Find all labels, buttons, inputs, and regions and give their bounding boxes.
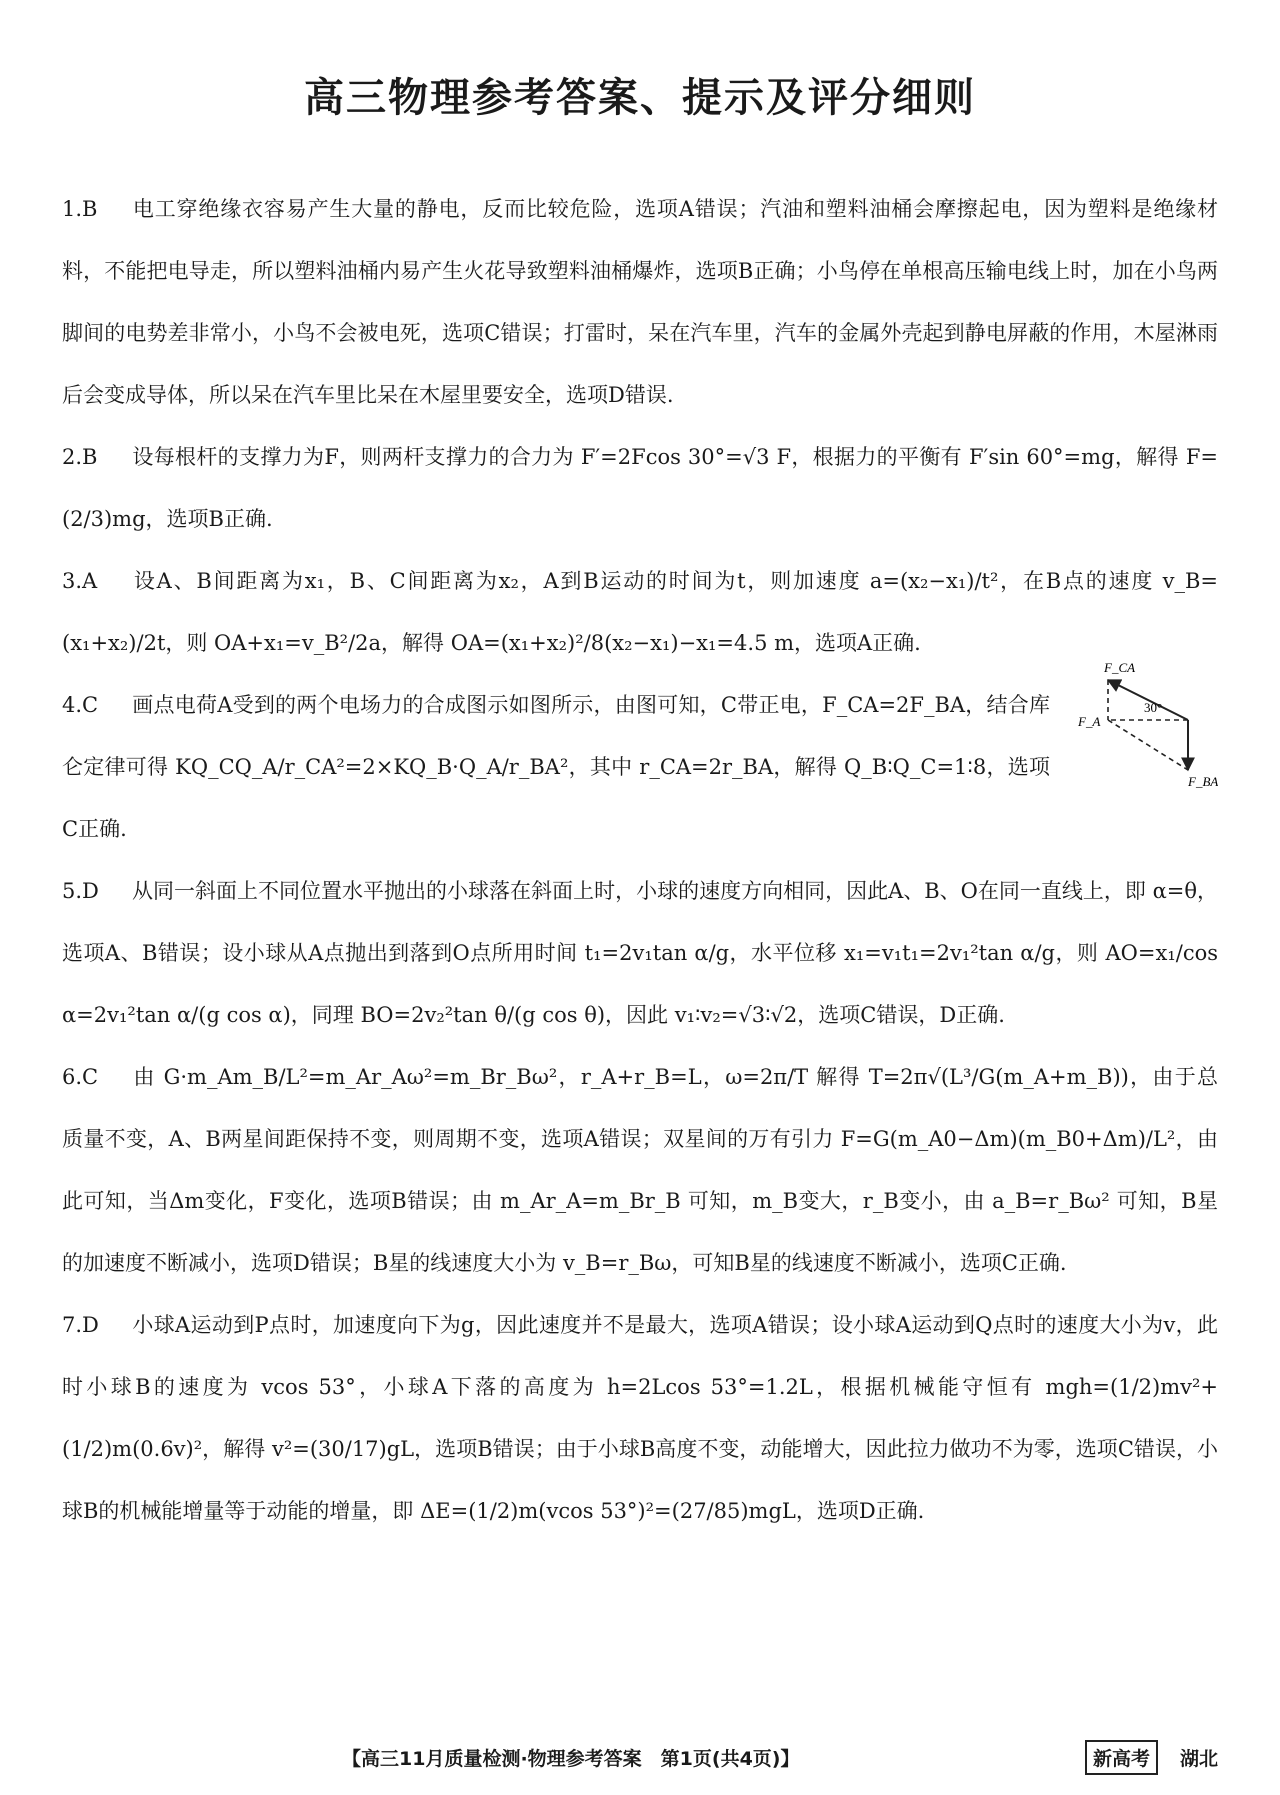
angle-label: 30° [1144,700,1163,715]
fba-label: F_BA [1188,774,1218,789]
footer-brand-badge: 新高考 [1085,1740,1158,1775]
answer-item-3 [62,550,1218,674]
resultant-dashed [1108,720,1188,770]
page-footer [62,1740,1218,1776]
item-answer: D [82,1313,99,1337]
answer-item-7 [62,1294,1218,1542]
answer-item-4 [62,660,1218,860]
item-number: 3. [62,569,83,593]
item-answer: A [82,569,98,593]
answer-item-1 [62,178,1218,426]
item-number: 7. [62,1313,83,1337]
item-explanation: 从同一斜面上不同位置水平抛出的小球落在斜面上时，小球的速度方向相同，因此A、B、O在同一直线上，即 α=θ，选项A、B错误；设小球从A点抛出到落到O点所用时间 t₁=2v₁tan α/g，水平位移 x₁=v₁t₁=2v₁²tan α/g，则 AO=x₁/cos α=2v₁²tan α/(g cos α)，同理 BO=2v₂²tan θ/(g cos θ)，因此 v₁∶v₂=√3∶√2，选项C错误，D正确. [62,879,1218,1027]
item-explanation: 小球A运动到P点时，加速度向下为g，因此速度并不是最大，选项A错误；设小球A运动到Q点时的速度大小为v，此时小球B的速度为 vcos 53°，小球A下落的高度为 h=2Lcos 53°=1.2L，根据机械能守恒有 mgh=(1/2)mv²+(1/2)m(0.6v)²，解得 v²=(30/17)gL，选项B错误；由于小球B高度不变，动能增大，因此拉力做功不为零，选项C错误，小球B的机械能增量等于动能的增量，即 ΔE=(1/2)m(vcos 53°)²=(27/85)mgL，选项D正确. [62,1313,1218,1523]
answer-list [62,178,1218,1542]
footer-doc-info: 【高三11月质量检测·物理参考答案 第1页(共4页)】 [342,1748,800,1770]
item-number: 4. [62,693,83,717]
page-title: 高三物理参考答案、提示及评分细则 [304,75,976,121]
item-number: 5. [62,879,83,903]
force-diagram [1068,660,1218,790]
item-explanation: 设每根杆的支撑力为F，则两杆支撑力的合力为 F′=2Fcos 30°=√3 F，根据力的平衡有 F′sin 60°=mg，解得 F=(2/3)mg，选项B正确. [62,445,1218,531]
item-explanation: 电工穿绝缘衣容易产生大量的静电，反而比较危险，选项A错误；汽油和塑料油桶会摩擦起电，因为塑料是绝缘材料，不能把电导走，所以塑料油桶内易产生火花导致塑料油桶爆炸，选项B正确；小鸟停在单根高压输电线上时，加在小鸟两脚间的电势差非常小，小鸟不会被电死，选项C错误；打雷时，呆在汽车里，汽车的金属外壳起到静电屏蔽的作用，木屋淋雨后会变成导体，所以呆在汽车里比呆在木屋里要安全，选项D错误. [62,197,1218,407]
fa-label: F_A [1078,714,1101,729]
item-number: 2. [62,445,83,469]
force-vector-figure [1068,660,1218,790]
answer-item-6 [62,1046,1218,1294]
item-answer: D [82,879,99,903]
item-number: 1. [62,197,83,221]
item-explanation: 画点电荷A受到的两个电场力的合成图示如图所示，由图可知，C带正电，F_CA=2F_BA，结合库仑定律可得 KQ_CQ_A/r_CA²=2×KQ_B·Q_A/r_BA²，其中 r_CA=2r_BA，解得 Q_B∶Q_C=1∶8，选项C正确. [62,693,1050,841]
item-answer: C [82,1065,99,1089]
answer-item-5 [62,860,1218,1046]
item-answer: C [82,693,99,717]
item-answer: B [82,197,98,221]
item-explanation: 由 G·m_Am_B/L²=m_Ar_Aω²=m_Br_Bω²，r_A+r_B=L，ω=2π/T 解得 T=2π√(L³/G(m_A+m_B))，由于总质量不变，A、B两星间距保持不变，则周期不变，选项A错误；双星间的万有引力 F=G(m_A0−Δm)(m_B0+Δm)/L²，由此可知，当Δm变化，F变化，选项B错误；由 m_Ar_A=m_Br_B 可知，m_B变大，r_B变小，由 a_B=r_Bω² 可知，B星的加速度不断减小，选项D错误；B星的线速度大小为 v_B=r_Bω，可知B星的线速度不断减小，选项C正确. [62,1065,1218,1275]
item-answer: B [82,445,98,469]
fca-label: F_CA [1104,660,1136,675]
item-explanation: 设A、B间距离为x₁，B、C间距离为x₂，A到B运动的时间为t，则加速度 a=(x₂−x₁)/t²，在B点的速度 v_B=(x₁+x₂)/2t，则 OA+x₁=v_B²/2a，解得 OA=(x₁+x₂)²/8(x₂−x₁)−x₁=4.5 m，选项A正确. [62,569,1218,655]
answer-item-2 [62,426,1218,550]
footer-region: 湖北 [1179,1748,1218,1770]
item-number: 6. [62,1065,83,1089]
